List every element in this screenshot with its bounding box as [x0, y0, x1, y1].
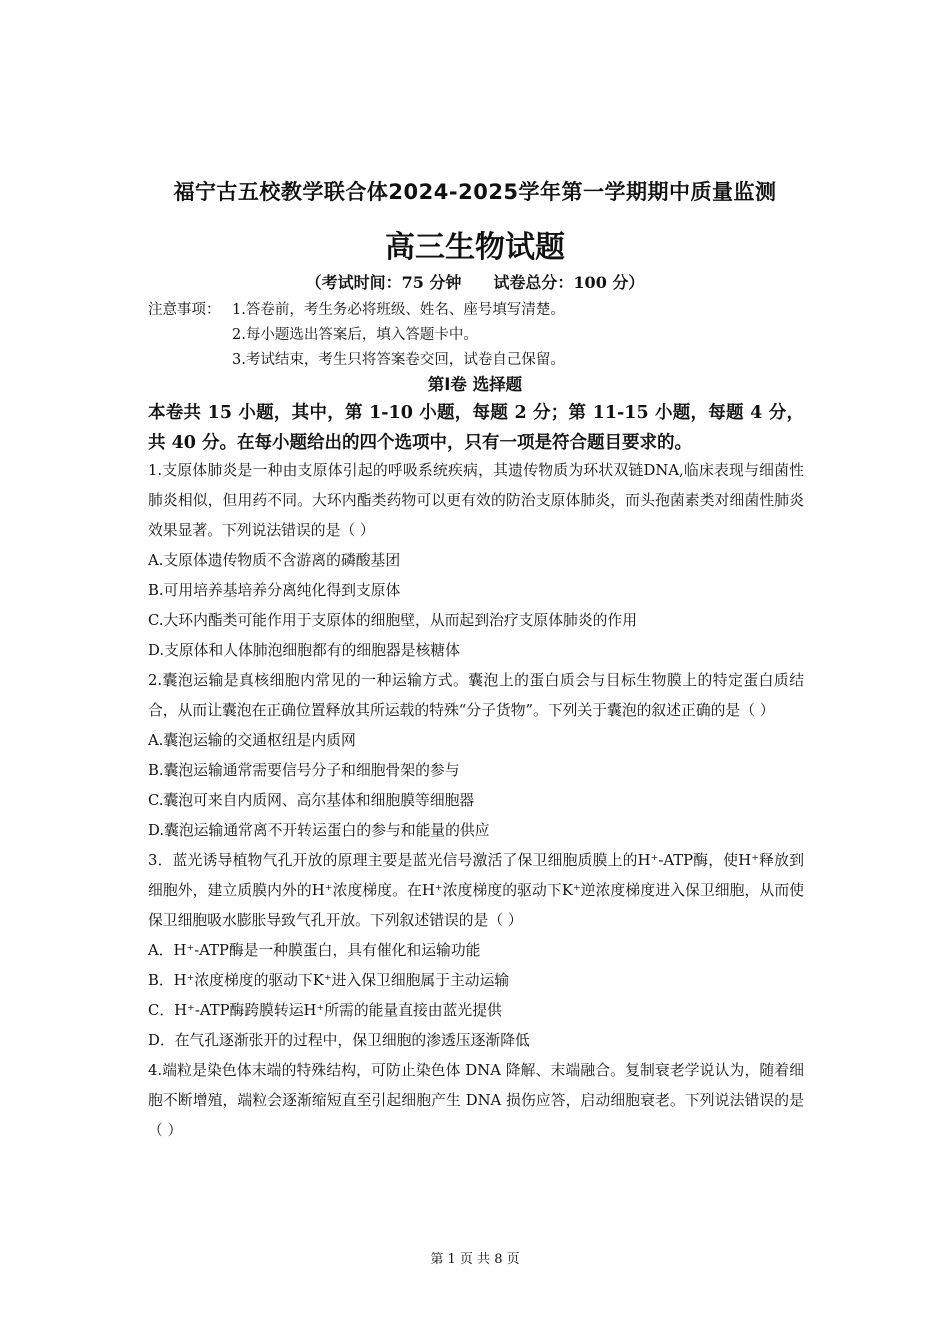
- option-b: B．H⁺浓度梯度的驱动下K⁺进入保卫细胞属于主动运输: [148, 972, 510, 989]
- note-item: 1.答卷前，考生务必将班级、姓名、座号填写清楚。: [232, 302, 565, 318]
- note-item: 3.考试结束，考生只将答案卷交回，试卷自己保留。: [232, 352, 565, 368]
- option-c: C．H⁺-ATP酶跨膜转运H⁺所需的能量直接由蓝光提供: [148, 1002, 502, 1019]
- total-score: 试卷总分：100 分）: [493, 273, 645, 292]
- notes-label: 注意事项：: [148, 302, 221, 318]
- exam-info: [0, 270, 950, 293]
- section-title: 第Ⅰ卷 选择题: [427, 375, 523, 394]
- option-a: A.支原体遗传物质不含游离的磷酸基团: [148, 552, 401, 569]
- note-item: 2.每小题选出答案后，填入答题卡中。: [232, 327, 478, 343]
- note-row: [148, 323, 848, 348]
- question-3: [148, 846, 804, 1056]
- exam-notes: [148, 298, 848, 373]
- exam-time: （考试时间：75 分钟: [305, 273, 462, 292]
- option-d: D．在气孔逐渐张开的过程中，保卫细胞的渗透压逐渐降低: [148, 1032, 530, 1049]
- school-title: 福宁古五校教学联合体2024-2025学年第一学期期中质量监测: [173, 180, 777, 204]
- question-stem: 4.端粒是染色体末端的特殊结构，可防止染色体 DNA 降解、末端融合。复制衰老学说认为，随着细胞不断增殖，端粒会逐渐缩短直至引起细胞产生 DNA 损伤应答，启动细胞衰老。下列说法错误的是（ ）: [148, 1062, 804, 1139]
- option-a: A.囊泡运输的交通枢纽是内质网: [148, 732, 356, 749]
- question-stem: 1.支原体肺炎是一种由支原体引起的呼吸系统疾病，其遗传物质为环状双链DNA,临床表现与细菌性肺炎相似，但用药不同。大环内酯类药物可以更有效的防治支原体肺炎，而头孢菌素类对细菌性肺炎效果显著。下列说法错误的是（ ）: [148, 462, 804, 539]
- note-row: [148, 348, 848, 373]
- question-4: [148, 1056, 804, 1146]
- option-b: B.囊泡运输通常需要信号分子和细胞骨架的参与: [148, 762, 460, 779]
- question-stem: 3．蓝光诱导植物气孔开放的原理主要是蓝光信号激活了保卫细胞质膜上的H⁺-ATP酶，使H⁺释放到细胞外，建立质膜内外的H⁺浓度梯度。在H⁺浓度梯度的驱动下K⁺逆浓度梯度进入保卫细胞，从而使保卫细胞吸水膨胀导致气孔开放。下列叙述错误的是（ ）: [148, 852, 804, 929]
- question-stem: 2.囊泡运输是真核细胞内常见的一种运输方式。囊泡上的蛋白质会与目标生物膜上的特定蛋白质结合，从而让囊泡在正确位置释放其所运载的特殊“分子货物”。下列关于囊泡的叙述正确的是（ ）: [148, 672, 804, 719]
- note-row: [148, 298, 848, 323]
- option-c: C.大环内酯类可能作用于支原体的细胞壁，从而起到治疗支原体肺炎的作用: [148, 612, 638, 629]
- option-c: C.囊泡可来自内质网、高尔基体和细胞膜等细胞器: [148, 792, 475, 809]
- option-d: D.囊泡运输通常离不开转运蛋白的参与和能量的供应: [148, 822, 490, 839]
- option-a: A．H⁺-ATP酶是一种膜蛋白，具有催化和运输功能: [148, 942, 481, 959]
- question-2: [148, 666, 804, 846]
- page-footer: 第 1 页 共 8 页: [430, 1252, 520, 1267]
- option-d: D.支原体和人体肺泡细胞都有的细胞器是核糖体: [148, 642, 460, 659]
- page-title: 高三生物试题: [385, 230, 565, 265]
- option-b: B.可用培养基培养分离纯化得到支原体: [148, 582, 401, 599]
- section-instructions: 本卷共 15 小题，其中，第 1-10 小题，每题 2 分；第 11-15 小题，每题 4 分，共 40 分。在每小题给出的四个选项中，只有一项是符合题目要求的。: [148, 403, 804, 453]
- question-list: [148, 456, 804, 1146]
- question-1: [148, 456, 804, 666]
